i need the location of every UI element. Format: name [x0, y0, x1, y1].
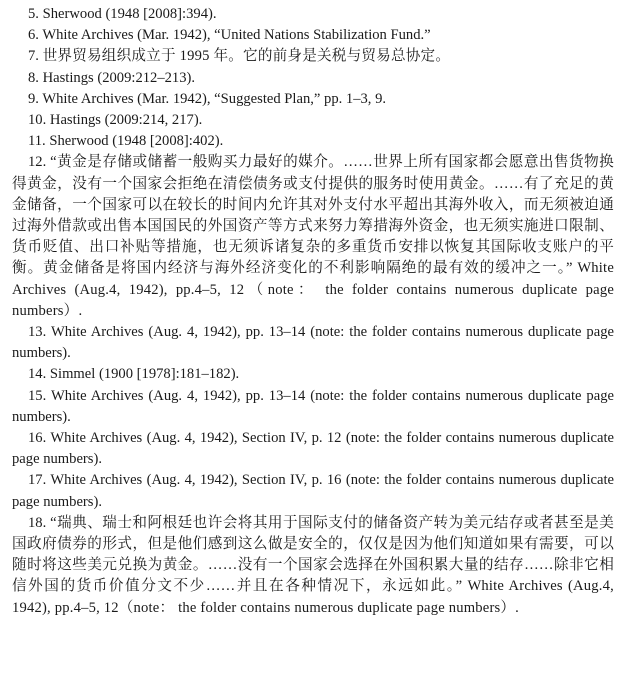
endnote-12 — [12, 152, 614, 322]
endnote-16 — [12, 428, 614, 470]
endnote-text: “黄金是存储或储蓄一般购买力最好的媒介。……世界上所有国家都会愿意出售货物换得黄金，没有一个国家会拒绝在清偿债务或支付提供的服务时使用黄金。……有了充足的黄金储备，一个国家可以在较长的时间内允许其对外支付水平超出其海外收入，而无须被迫通过海外借款或出售本国国民的外国资产等方式来努力筹措海外资金，也无须实施进口限制、货币贬值、出口补贴等措施，也无须诉诸复杂的多重货币安排以恢复其国际收支账户的平衡。黄金储备是将国内经济与海外经济变化的不利影响隔绝的最有效的缓冲之一。” White Archives (Aug.4, 1942), pp.4–5, 12（note： the folder contains numerous duplicate page numbers）. — [12, 154, 614, 319]
endnote-number: 15. — [28, 387, 47, 404]
endnote-number: 17. — [28, 472, 47, 489]
endnote-text: White Archives (Aug. 4, 1942), Section IV, p. 12 (note: the folder contains numerous duplicate page numbers). — [12, 430, 614, 468]
endnote-8 — [12, 68, 614, 89]
endnote-18 — [12, 513, 614, 619]
endnote-number: 18. — [28, 514, 47, 531]
endnote-text: Simmel (1900 [1978]:181–182). — [49, 366, 240, 383]
endnote-number: 10. — [28, 112, 47, 129]
endnote-number: 12. — [28, 154, 47, 171]
endnote-10 — [12, 110, 614, 131]
endnote-text: Sherwood (1948 [2008]:394). — [42, 6, 217, 22]
endnote-text: Sherwood (1948 [2008]:402). — [49, 133, 224, 150]
endnote-text: White Archives (Aug. 4, 1942), pp. 13–14 (note: the folder contains numerous duplicate page numbers). — [12, 387, 614, 425]
endnote-number: 7. — [28, 48, 39, 65]
endnote-text: “瑞典、瑞士和阿根廷也许会将其用于国际支付的储备资产转为美元结存或者甚至是美国政府债券的形式，但是他们感到这么做是安全的，仅仅是因为他们知道如果有需要，可以随时将这些美元兑换为黄金。……没有一个国家会选择在外国积累大量的结存……除非它相信外国的货币价值分文不少……并且在各种情况下，永远如此。” White Archives (Aug.4, 1942), pp.4–5, 12（note： the folder contains numerous duplicate page numbers）. — [12, 514, 614, 616]
endnote-7 — [12, 46, 614, 67]
endnote-9 — [12, 89, 614, 110]
endnote-text: 世界贸易组织成立于 1995 年。它的前身是关税与贸易总协定。 — [42, 48, 451, 65]
endnote-11 — [12, 131, 614, 152]
endnote-text: White Archives (Aug. 4, 1942), Section IV, p. 16 (note: the folder contains numerous duplicate page numbers). — [12, 472, 614, 510]
endnote-number: 16. — [28, 430, 47, 447]
endnote-5 — [12, 4, 614, 25]
endnote-15 — [12, 386, 614, 428]
endnote-number: 6. — [28, 27, 39, 44]
endnote-number: 8. — [28, 69, 39, 86]
endnote-text: White Archives (Mar. 1942), “United Nations Stabilization Fund.” — [42, 27, 431, 44]
endnote-number: 14. — [28, 366, 47, 383]
endnote-number: 13. — [28, 324, 47, 341]
endnote-14 — [12, 364, 614, 385]
endnote-17 — [12, 470, 614, 512]
endnote-text: White Archives (Mar. 1942), “Suggested Plan,” pp. 1–3, 9. — [42, 90, 387, 107]
endnote-number: 11. — [28, 133, 46, 150]
endnote-6 — [12, 25, 614, 46]
endnote-number: 5. — [28, 6, 39, 22]
endnote-text: Hastings (2009:212–213). — [42, 69, 196, 86]
endnote-text: Hastings (2009:214, 217). — [49, 112, 203, 129]
endnote-number: 9. — [28, 90, 39, 107]
endnote-text: White Archives (Aug. 4, 1942), pp. 13–14 (note: the folder contains numerous duplicate page numbers). — [12, 324, 614, 362]
endnote-13 — [12, 322, 614, 364]
